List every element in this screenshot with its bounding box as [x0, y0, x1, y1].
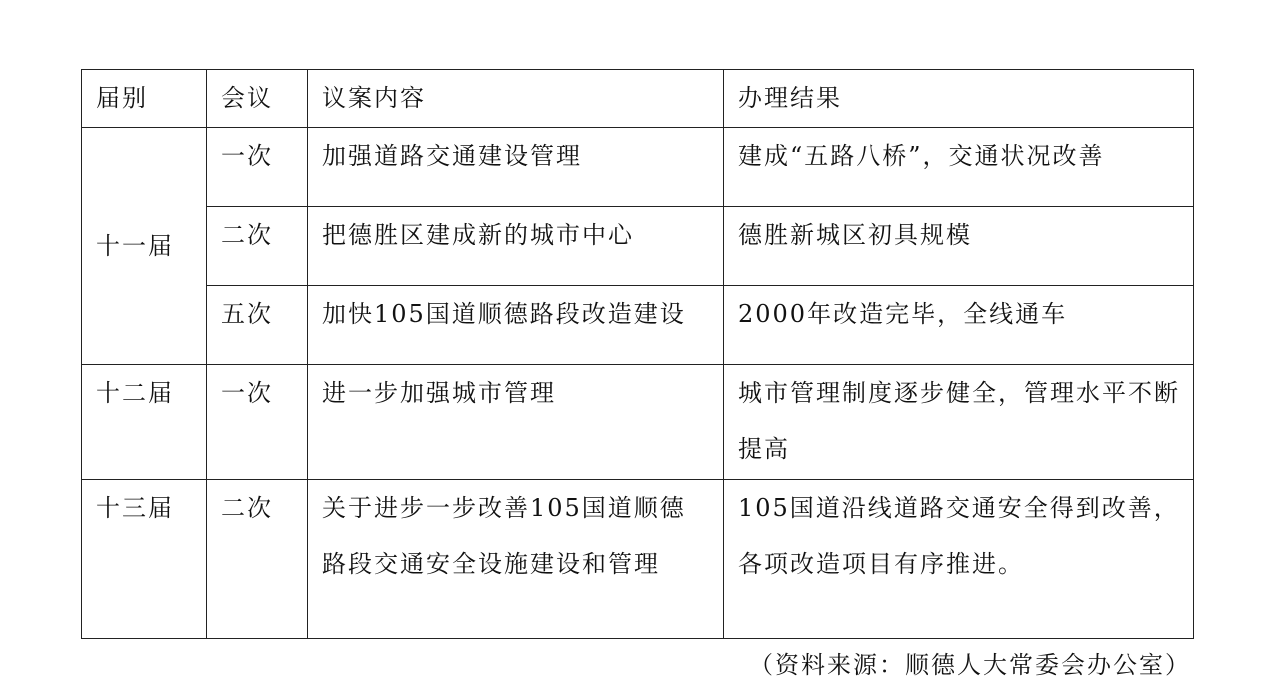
- meeting-cell: 一次: [207, 365, 308, 480]
- result-cell: 105国道沿线道路交通安全得到改善，各项改造项目有序推进。: [724, 480, 1194, 639]
- header-result: 办理结果: [724, 70, 1194, 128]
- proposal-table: [81, 69, 1194, 639]
- table-row: [82, 480, 1194, 639]
- header-meeting: 会议: [207, 70, 308, 128]
- meeting-cell: 五次: [207, 286, 308, 365]
- table-row: [82, 365, 1194, 480]
- session-cell: 十三届: [82, 480, 207, 639]
- content-cell: 加强道路交通建设管理: [308, 128, 724, 207]
- table-row: [82, 286, 1194, 365]
- session-cell: 十一届: [82, 128, 207, 365]
- source-note: （资料来源：顺德人大常委会办公室）: [749, 651, 1191, 679]
- content-cell: 加快105国道顺德路段改造建设: [308, 286, 724, 365]
- header-session: 届别: [82, 70, 207, 128]
- table-row: [82, 207, 1194, 286]
- header-content: 议案内容: [308, 70, 724, 128]
- content-cell: 关于进步一步改善105国道顺德路段交通安全设施建设和管理: [308, 480, 724, 639]
- meeting-cell: 一次: [207, 128, 308, 207]
- table-row: [82, 128, 1194, 207]
- meeting-cell: 二次: [207, 207, 308, 286]
- content-cell: 进一步加强城市管理: [308, 365, 724, 480]
- session-cell: 十二届: [82, 365, 207, 480]
- result-cell: 德胜新城区初具规模: [724, 207, 1194, 286]
- result-cell: 2000年改造完毕，全线通车: [724, 286, 1194, 365]
- table-header-row: [82, 70, 1194, 128]
- result-cell: 城市管理制度逐步健全，管理水平不断提高: [724, 365, 1194, 480]
- content-cell: 把德胜区建成新的城市中心: [308, 207, 724, 286]
- meeting-cell: 二次: [207, 480, 308, 639]
- result-cell: 建成“五路八桥”，交通状况改善: [724, 128, 1194, 207]
